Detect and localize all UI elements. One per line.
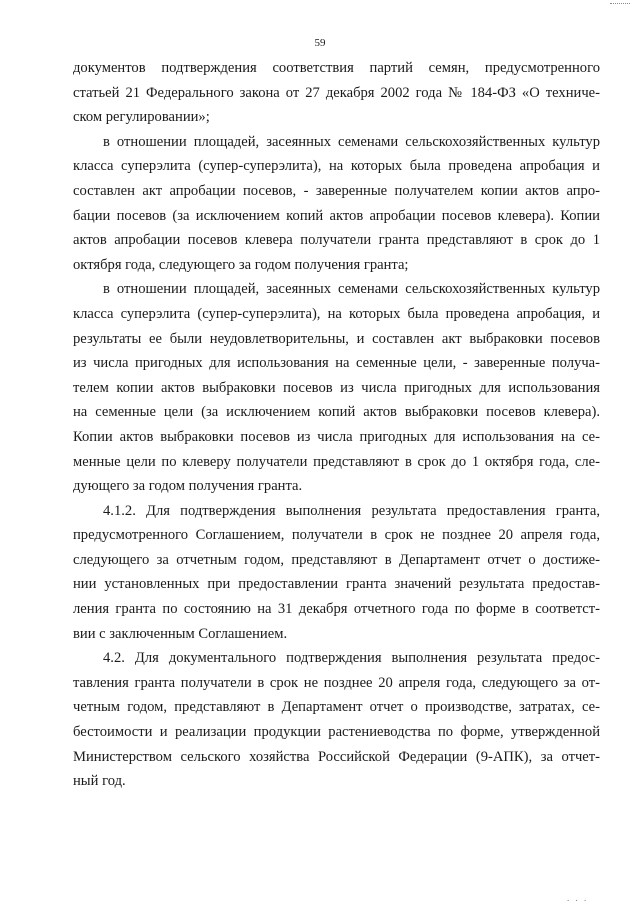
text-line: дующего за годом получения гранта. — [73, 478, 303, 495]
text-line: вии с заключенным Соглашением. — [73, 625, 288, 642]
text-line: 4.1.2. Для подтверждения выполнения результата предоставления гранта, — [103, 502, 600, 519]
text-line: бации посевов (за исключением копий актов апробации посевов клевера). Копии — [73, 207, 600, 224]
text-line: результаты ее были неудовлетворительны, и составлен акт выбраковки посевов — [73, 330, 600, 347]
scan-corner-mark — [610, 0, 630, 4]
text-line: класса суперэлита (супер-суперэлита), на которых была проведена апробация и — [73, 158, 600, 175]
text-line: ный год. — [73, 773, 126, 790]
text-line: класса суперэлита (супер-суперэлита), на которых была проведена апробация, и — [73, 305, 600, 322]
text-line: бестоимости и реализации продукции растениеводства по форме, утвержденной — [73, 724, 600, 741]
text-line: актов апробации посевов клевера получатели гранта представляют в срок до 1 — [73, 232, 600, 249]
text-line: ском регулировании»; — [73, 109, 210, 126]
text-line: четным годом, представляют в Департамент отчет о производстве, затратах, се- — [73, 699, 600, 716]
text-line: составлен акт апробации посевов, - заверенные получателем копии актов апро- — [73, 182, 600, 199]
page-number: 59 — [314, 37, 326, 49]
text-line: предусмотренного Соглашением, получатели в срок не позднее 20 апреля года, — [73, 527, 600, 544]
text-line: Копии актов выбраковки посевов из числа пригодных для использования на се- — [73, 428, 600, 445]
scan-bottom-mark: . . . — [567, 893, 589, 903]
text-line: в отношении площадей, засеянных семенами сельскохозяйственных культур — [103, 281, 600, 298]
text-line: тавления гранта получатели в срок не позднее 20 апреля года, следующего за от- — [73, 674, 600, 691]
text-line: статьей 21 Федерального закона от 27 декабря 2002 года № 184-ФЗ «О техниче- — [73, 84, 600, 101]
text-line: из числа пригодных для использования на семенные цели, - заверенные получа- — [73, 355, 600, 372]
text-line: октября года, следующего за годом получения гранта; — [73, 256, 409, 273]
text-line: на семенные цели (за исключением копий актов выбраковки посевов клевера). — [73, 404, 600, 421]
text-line: 4.2. Для документального подтверждения выполнения результата предос- — [103, 650, 600, 667]
text-line: документов подтверждения соответствия партий семян, предусмотренного — [73, 60, 600, 76]
text-line: менные цели по клеверу получатели представляют в срок до 1 октября года, сле- — [73, 453, 600, 470]
text-line: ления гранта по состоянию на 31 декабря отчетного года по форме в соответст- — [73, 601, 600, 618]
text-line: нии установленных при предоставлении гранта значений результата предостав- — [73, 576, 600, 593]
text-line: Министерством сельского хозяйства Российской Федерации (9-АПК), за отчет- — [73, 748, 600, 765]
document-body — [73, 56, 600, 794]
text-line: следующего за отчетным годом, представляют в Департамент отчет о достиже- — [73, 551, 600, 568]
text-line: телем копии актов выбраковки посевов из числа пригодных для использования — [73, 379, 600, 396]
text-line: в отношении площадей, засеянных семенами сельскохозяйственных культур — [103, 133, 600, 150]
